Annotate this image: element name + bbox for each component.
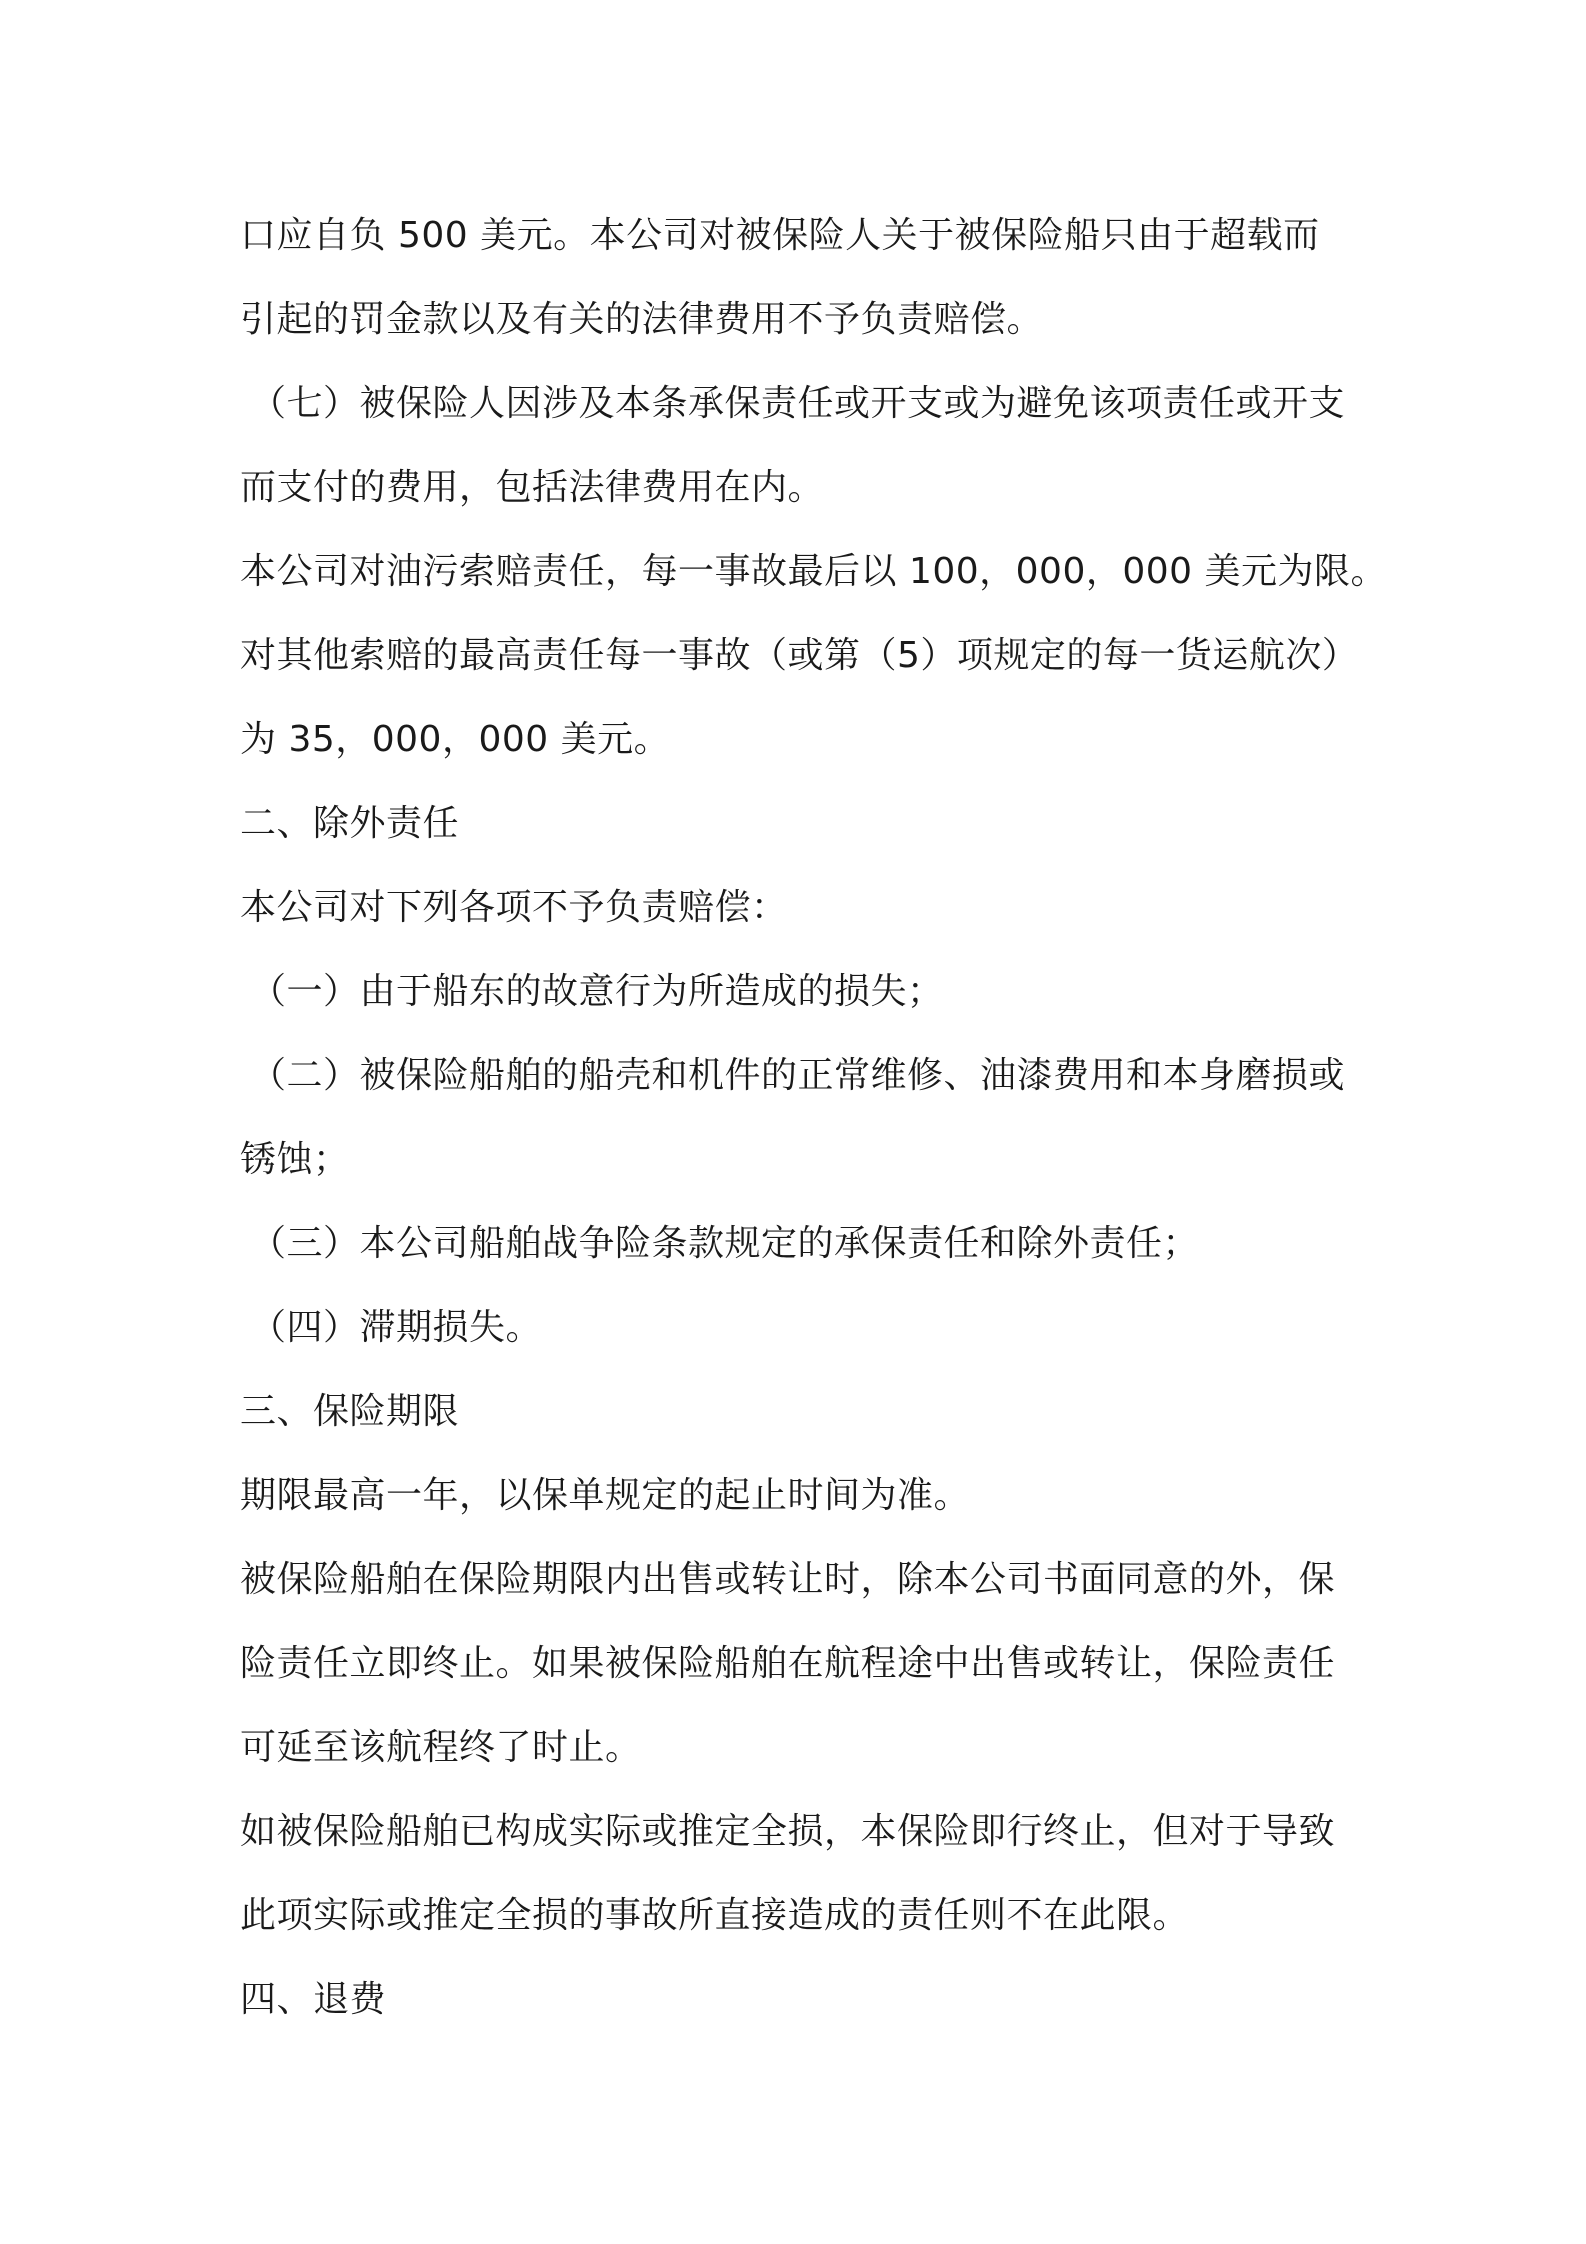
text-line: 为 35，000，000 美元。 [240, 719, 671, 760]
text-line: 险责任立即终止。如果被保险船舶在航程途中出售或转让，保险责任 [240, 1643, 1336, 1684]
section-heading: 二、除外责任 [240, 803, 460, 844]
list-item: （一）由于船东的故意行为所造成的损失； [250, 971, 944, 1012]
list-item: （二）被保险船舶的船壳和机件的正常维修、油漆费用和本身磨损或 [250, 1055, 1346, 1096]
section-heading: 四、退费 [240, 1979, 387, 2020]
document-body [240, 194, 1388, 2042]
text-line: （七）被保险人因涉及本条承保责任或开支或为避免该项责任或开支 [250, 383, 1346, 424]
list-item: （三）本公司船舶战争险条款规定的承保责任和除外责任； [250, 1223, 1200, 1264]
text-line: 被保险船舶在保险期限内出售或转让时，除本公司书面同意的外，保 [240, 1559, 1336, 1600]
text-line: 引起的罚金款以及有关的法律费用不予负责赔偿。 [240, 299, 1044, 340]
section-heading: 三、保险期限 [240, 1391, 460, 1432]
text-line: 而支付的费用，包括法律费用在内。 [240, 467, 825, 508]
text-line: 对其他索赔的最高责任每一事故（或第（5）项规定的每一货运航次） [240, 635, 1359, 676]
list-item: （四）滞期损失。 [250, 1307, 543, 1348]
text-line: 期限最高一年，以保单规定的起止时间为准。 [240, 1475, 971, 1516]
text-line: 口应自负 500 美元。本公司对被保险人关于被保险船只由于超载而 [240, 215, 1320, 256]
text-line: 本公司对下列各项不予负责赔偿： [240, 887, 788, 928]
text-line: 此项实际或推定全损的事故所直接造成的责任则不在此限。 [240, 1895, 1190, 1936]
text-line: 本公司对油污索赔责任，每一事故最后以 100，000，000 美元为限。 [240, 551, 1388, 592]
text-line: 锈蚀； [240, 1139, 350, 1180]
text-line: 可延至该航程终了时止。 [240, 1727, 642, 1768]
text-line: 如被保险船舶已构成实际或推定全损，本保险即行终止，但对于导致 [240, 1811, 1336, 1852]
